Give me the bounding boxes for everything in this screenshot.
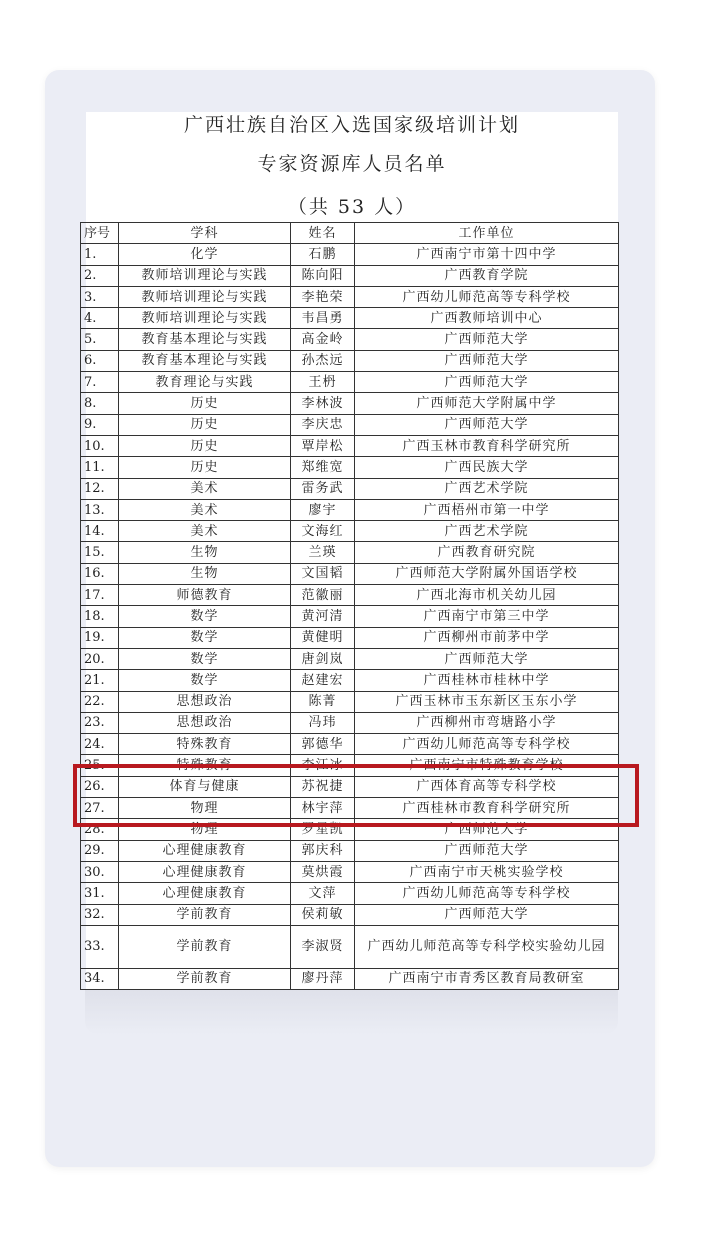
- cell-subject: 教育基本理论与实践: [119, 350, 291, 371]
- table-row: [81, 414, 619, 435]
- cell-index: 11.: [81, 457, 119, 478]
- cell-workplace: 广西幼儿师范高等专科学校: [355, 883, 619, 904]
- cell-index: 15.: [81, 542, 119, 563]
- cell-index: 31.: [81, 883, 119, 904]
- cell-index: 4.: [81, 308, 119, 329]
- table-row: [81, 329, 619, 350]
- cell-subject: 美术: [119, 499, 291, 520]
- cell-name: 陈菁: [291, 691, 355, 712]
- table-row: [81, 265, 619, 286]
- cell-workplace: 广西师范大学附属中学: [355, 393, 619, 414]
- cell-name: 廖宇: [291, 499, 355, 520]
- table-row: [81, 712, 619, 733]
- cell-name: 赵建宏: [291, 670, 355, 691]
- cell-name: 李淑贤: [291, 925, 355, 968]
- cell-subject: 思想政治: [119, 712, 291, 733]
- cell-name: 李庆忠: [291, 414, 355, 435]
- cell-workplace: 广西桂林市教育科学研究所: [355, 798, 619, 819]
- cell-name: 廖丹萍: [291, 968, 355, 989]
- cell-subject: 教育理论与实践: [119, 372, 291, 393]
- table-row: [81, 606, 619, 627]
- table-row: [81, 883, 619, 904]
- table-row: [81, 457, 619, 478]
- cell-name: 黄健明: [291, 627, 355, 648]
- cell-name: 苏祝捷: [291, 776, 355, 797]
- cell-subject: 师德教育: [119, 585, 291, 606]
- cell-subject: 数学: [119, 648, 291, 669]
- cell-subject: 心理健康教育: [119, 840, 291, 861]
- cell-workplace: 广西桂林市桂林中学: [355, 670, 619, 691]
- table-row: [81, 670, 619, 691]
- table-header-row: [81, 223, 619, 244]
- cell-workplace: 广西师范大学: [355, 329, 619, 350]
- cell-subject: 数学: [119, 627, 291, 648]
- cell-index: 13.: [81, 499, 119, 520]
- cell-subject: 化学: [119, 244, 291, 265]
- table-row: [81, 925, 619, 968]
- cell-workplace: 广西师范大学: [355, 840, 619, 861]
- cell-workplace: 广西南宁市天桃实验学校: [355, 861, 619, 882]
- cell-subject: 历史: [119, 414, 291, 435]
- cell-index: 12.: [81, 478, 119, 499]
- cell-name: 林宇萍: [291, 798, 355, 819]
- table-row: [81, 627, 619, 648]
- document-title: 广西壮族自治区入选国家级培训计划: [183, 114, 520, 136]
- cell-name: 高金岭: [291, 329, 355, 350]
- cell-workplace: 广西梧州市第一中学: [355, 499, 619, 520]
- cell-subject: 思想政治: [119, 691, 291, 712]
- cell-index: 27.: [81, 798, 119, 819]
- cell-index: 9.: [81, 414, 119, 435]
- cell-workplace: 广西艺术学院: [355, 521, 619, 542]
- cell-workplace: 广西师范大学: [355, 648, 619, 669]
- table-row: [81, 521, 619, 542]
- cell-name: 侯莉敏: [291, 904, 355, 925]
- cell-index: 8.: [81, 393, 119, 414]
- cell-subject: 历史: [119, 435, 291, 456]
- table-row: [81, 308, 619, 329]
- cell-workplace: 广西教育研究院: [355, 542, 619, 563]
- cell-index: 29.: [81, 840, 119, 861]
- cell-index: 2.: [81, 265, 119, 286]
- cell-name: 石鹏: [291, 244, 355, 265]
- cell-subject: 特殊教育: [119, 734, 291, 755]
- card-shadow: [85, 990, 618, 1035]
- cell-subject: 学前教育: [119, 925, 291, 968]
- cell-workplace: 广西柳州市前茅中学: [355, 627, 619, 648]
- document-subtitle: 专家资源库人员名单: [257, 153, 447, 175]
- cell-name: 文海红: [291, 521, 355, 542]
- cell-subject: 数学: [119, 670, 291, 691]
- cell-name: 文萍: [291, 883, 355, 904]
- cell-name: 王枬: [291, 372, 355, 393]
- cell-subject: 教师培训理论与实践: [119, 308, 291, 329]
- cell-index: 21.: [81, 670, 119, 691]
- table-row: [81, 372, 619, 393]
- cell-workplace: 广西师范大学: [355, 819, 619, 840]
- cell-subject: 物理: [119, 819, 291, 840]
- table-row: [81, 968, 619, 989]
- cell-subject: 特殊教育: [119, 755, 291, 776]
- cell-workplace: 广西民族大学: [355, 457, 619, 478]
- cell-workplace: 广西体育高等专科学校: [355, 776, 619, 797]
- cell-workplace: 广西玉林市教育科学研究所: [355, 435, 619, 456]
- cell-index: 32.: [81, 904, 119, 925]
- cell-index: 33.: [81, 925, 119, 968]
- expert-table: [80, 222, 619, 990]
- cell-name: 郑维宽: [291, 457, 355, 478]
- cell-index: 17.: [81, 585, 119, 606]
- cell-workplace: 广西柳州市弯塘路小学: [355, 712, 619, 733]
- cell-index: 26.: [81, 776, 119, 797]
- cell-subject: 历史: [119, 393, 291, 414]
- cell-index: 6.: [81, 350, 119, 371]
- cell-workplace: 广西师范大学: [355, 904, 619, 925]
- cell-subject: 美术: [119, 521, 291, 542]
- cell-index: 34.: [81, 968, 119, 989]
- cell-subject: 心理健康教育: [119, 883, 291, 904]
- cell-workplace: 广西师范大学附属外国语学校: [355, 563, 619, 584]
- table-row: [81, 904, 619, 925]
- cell-subject: 学前教育: [119, 968, 291, 989]
- cell-subject: 心理健康教育: [119, 861, 291, 882]
- table-row: [81, 861, 619, 882]
- cell-workplace: 广西南宁市第三中学: [355, 606, 619, 627]
- cell-index: 5.: [81, 329, 119, 350]
- cell-name: 罗星凯: [291, 819, 355, 840]
- document-count: （共 53 人）: [287, 196, 417, 218]
- cell-workplace: 广西教育学院: [355, 265, 619, 286]
- cell-index: 20.: [81, 648, 119, 669]
- cell-index: 18.: [81, 606, 119, 627]
- cell-name: 雷务武: [291, 478, 355, 499]
- cell-name: 李江冰: [291, 755, 355, 776]
- cell-name: 孙杰远: [291, 350, 355, 371]
- header-index: 序号: [81, 223, 119, 244]
- cell-index: 14.: [81, 521, 119, 542]
- cell-index: 16.: [81, 563, 119, 584]
- cell-subject: 数学: [119, 606, 291, 627]
- table-row: [81, 585, 619, 606]
- table-row: [81, 542, 619, 563]
- cell-workplace: 广西幼儿师范高等专科学校: [355, 734, 619, 755]
- cell-index: 25.: [81, 755, 119, 776]
- cell-name: 李艳荣: [291, 286, 355, 307]
- header-name: 姓名: [291, 223, 355, 244]
- header-subject: 学科: [119, 223, 291, 244]
- cell-subject: 教师培训理论与实践: [119, 265, 291, 286]
- cell-subject: 学前教育: [119, 904, 291, 925]
- cell-index: 28.: [81, 819, 119, 840]
- cell-name: 兰瑛: [291, 542, 355, 563]
- table-row: [81, 499, 619, 520]
- cell-workplace: 广西南宁市第十四中学: [355, 244, 619, 265]
- cell-subject: 教师培训理论与实践: [119, 286, 291, 307]
- table-row: [81, 478, 619, 499]
- cell-index: 24.: [81, 734, 119, 755]
- cell-name: 莫烘霞: [291, 861, 355, 882]
- cell-subject: 教育基本理论与实践: [119, 329, 291, 350]
- table-row: [81, 563, 619, 584]
- header-workplace: 工作单位: [355, 223, 619, 244]
- cell-name: 范徽丽: [291, 585, 355, 606]
- cell-workplace: 广西师范大学: [355, 414, 619, 435]
- table-row: [81, 734, 619, 755]
- table-row: [81, 350, 619, 371]
- cell-index: 7.: [81, 372, 119, 393]
- table-row: [81, 691, 619, 712]
- cell-index: 3.: [81, 286, 119, 307]
- cell-subject: 历史: [119, 457, 291, 478]
- cell-index: 10.: [81, 435, 119, 456]
- table-row: [81, 393, 619, 414]
- cell-name: 郭德华: [291, 734, 355, 755]
- document-page: [86, 112, 618, 990]
- cell-index: 19.: [81, 627, 119, 648]
- cell-workplace: 广西北海市机关幼儿园: [355, 585, 619, 606]
- cell-name: 郭庆科: [291, 840, 355, 861]
- cell-name: 李林波: [291, 393, 355, 414]
- cell-workplace: 广西南宁市青秀区教育局教研室: [355, 968, 619, 989]
- table-row: [81, 286, 619, 307]
- cell-name: 韦昌勇: [291, 308, 355, 329]
- cell-name: 陈向阳: [291, 265, 355, 286]
- cell-index: 22.: [81, 691, 119, 712]
- table-row: [81, 244, 619, 265]
- cell-workplace: 广西教师培训中心: [355, 308, 619, 329]
- table-row: [81, 840, 619, 861]
- table-row: [81, 435, 619, 456]
- cell-workplace: 广西玉林市玉东新区玉东小学: [355, 691, 619, 712]
- cell-index: 1.: [81, 244, 119, 265]
- highlight-box: [73, 764, 639, 827]
- cell-subject: 美术: [119, 478, 291, 499]
- cell-name: 文国韬: [291, 563, 355, 584]
- table-row: [81, 648, 619, 669]
- cell-workplace: 广西南宁市特殊教育学校: [355, 755, 619, 776]
- cell-index: 30.: [81, 861, 119, 882]
- cell-workplace: 广西幼儿师范高等专科学校实验幼儿园: [355, 925, 619, 968]
- cell-workplace: 广西师范大学: [355, 350, 619, 371]
- cell-workplace: 广西幼儿师范高等专科学校: [355, 286, 619, 307]
- cell-subject: 物理: [119, 798, 291, 819]
- cell-subject: 体育与健康: [119, 776, 291, 797]
- cell-name: 黄河清: [291, 606, 355, 627]
- cell-name: 覃岸松: [291, 435, 355, 456]
- cell-name: 冯玮: [291, 712, 355, 733]
- cell-workplace: 广西艺术学院: [355, 478, 619, 499]
- cell-index: 23.: [81, 712, 119, 733]
- cell-name: 唐剑岚: [291, 648, 355, 669]
- cell-workplace: 广西师范大学: [355, 372, 619, 393]
- cell-subject: 生物: [119, 563, 291, 584]
- cell-subject: 生物: [119, 542, 291, 563]
